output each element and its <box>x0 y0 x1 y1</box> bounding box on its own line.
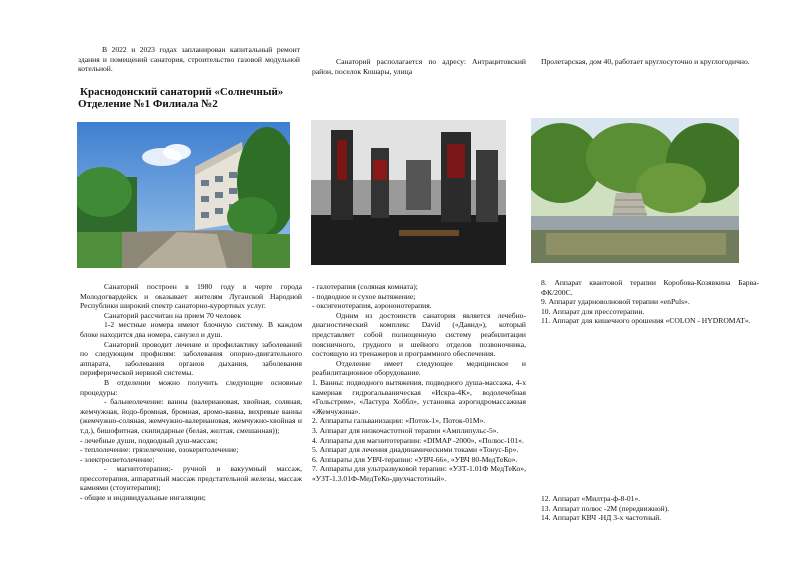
procedure-item: - лечебные души, подводный душ-массаж; <box>80 435 218 445</box>
park-stairs-photo <box>531 118 739 263</box>
procedure-item: - магнитотерапия;- ручной и вакуумный массаж, прессотерапия, аппаратный массаж предстательной железы, массаж камнями (стоунтерапия); <box>80 464 302 493</box>
equipment-item: 1. Ванны: подводного вытяжения, подводного душа-массажа, 4-х камерная гидрогальваническая «Искра-4К», водолечебная «Гольстрим», «Ластура Хоббл», установка аэрогидромассажная «Жемчужина». <box>312 377 526 416</box>
document-title <box>78 86 283 110</box>
equipment-item: 14. Аппарат КВЧ -НД 3-х частотный. <box>541 513 662 523</box>
equipment-item: 10. Аппарат для прессотерапии. <box>541 306 645 316</box>
address-paragraph: Санаторий располагается по адресу: Антрацитовский район, поселок Кошары, улица <box>312 57 526 76</box>
capacity-paragraph: Санаторий рассчитан на прием 70 человек <box>104 310 242 320</box>
gym-equipment-photo <box>311 120 506 265</box>
equipment-item: 5. Аппарат для лечения диадинамическими токами «Тонус-Бр». <box>312 445 519 455</box>
equipment-column-3-bottom <box>541 494 759 523</box>
procedure-item: - подводное и сухое вытяжение; <box>312 291 416 301</box>
intro-paragraph: В 2022 и 2023 годах запланирован капитальный ремонт здания и помещений санатория, строительство газовой модульной котельной. <box>78 45 300 74</box>
procedure-item: - электросветолечение; <box>80 454 155 464</box>
procedure-item: - бальнеолечение: ванны (валериановая, хвойная, соляная, жемчужная, йодо-бромная, бромная, аромо-ванна, вихревые ванны (жемчужно-соляная, жемчужно-валериановая, жемчужно-хвойная и т.д.), бишофитная, скипидарные (белая, желтая, смешанная)); <box>80 397 302 435</box>
description-column-2 <box>312 282 526 483</box>
title-line-2: Отделение №1 Филиала №2 <box>78 98 218 110</box>
procedures-intro: В отделении можно получить следующие основные процедуры: <box>80 377 302 397</box>
equipment-item: 12. Аппарат «Милтра-ф-8-01». <box>541 494 641 503</box>
rooms-paragraph: 1-2 местные номера имеют блочную систему. В каждом блоке находится два номера, санузел и душ. <box>80 320 302 339</box>
title-line-1: Краснодонский санаторий «Солнечный» <box>80 86 284 98</box>
procedure-item: - галотерапия (соляная комната); <box>312 282 418 291</box>
intro-col1 <box>78 45 300 74</box>
david-complex-paragraph: Одним из достоинств санатория является лечебно-диагностический комплекс David («Давид»), который представляет собой полноценную систему реабилитации поясничного, грудного и шейного отделов позвоночника, состоящую из тренажеров и программного обеспечения. <box>312 310 526 359</box>
history-paragraph: Санаторий построен в 1980 году в черте города Молодогвардейск и оказывает жителям Луганской Народной Республики широкий спектр санаторно-курортных услуг. <box>80 282 302 311</box>
equipment-item: 2. Аппараты гальванизации: «Поток-1», Поток-01М». <box>312 416 486 426</box>
equipment-item: 6. Аппараты для УВЧ-терапии: «УВЧ-66», «УВЧ 80-МедТеКо». <box>312 454 518 464</box>
equipment-item: 8. Аппарат квантовой терапии Коробова-Козявкина Барва-ФК/200С. <box>541 278 759 297</box>
address-continuation: Пролетарская, дом 40, работает круглосуточно и круглогодично. <box>541 57 750 66</box>
procedure-item: - оксигенотерапия, аэрононотерапия. <box>312 301 432 311</box>
intro-col2 <box>312 57 526 76</box>
building-photo <box>77 122 290 268</box>
description-column-1 <box>80 282 302 503</box>
procedure-item: - теплолечение: грязелечение, озокеритолечение; <box>80 445 239 455</box>
profiles-paragraph: Санаторий проводит лечение и профилактику заболеваний по следующим профилям: заболевания опорно-двигательного аппарата, заболевания органов дыхания, заболевания периферической нервной системы. <box>80 339 302 378</box>
intro-col3 <box>541 57 759 67</box>
equipment-intro: Отделение имеет следующее медицинское и реабилитационное оборудование. <box>312 358 526 378</box>
equipment-item: 4. Аппараты для магнитотерапии: «DIMAP -2000», «Полюс-101». <box>312 435 524 445</box>
equipment-item: 9. Аппарат ударноволновой терапии «enPuls». <box>541 297 690 307</box>
equipment-item: 3. Аппарат для низкочастотной терапии «Амплипульс-5». <box>312 425 499 435</box>
equipment-column-3 <box>541 278 759 326</box>
equipment-item: 7. Аппараты для ультразвуковой терапии: «УЗТ-1.01Ф МедТеКо», «УЗТ-1.3.01Ф-МедТеКо-двухчастотный». <box>312 464 526 483</box>
procedure-item: - общие и индивидуальные ингаляции; <box>80 493 206 503</box>
equipment-item: 11. Аппарат для кишечного орошения «COLON - HYDROMAT». <box>541 316 751 326</box>
equipment-item: 13. Аппарат полюс -2М (передвижной). <box>541 503 670 513</box>
